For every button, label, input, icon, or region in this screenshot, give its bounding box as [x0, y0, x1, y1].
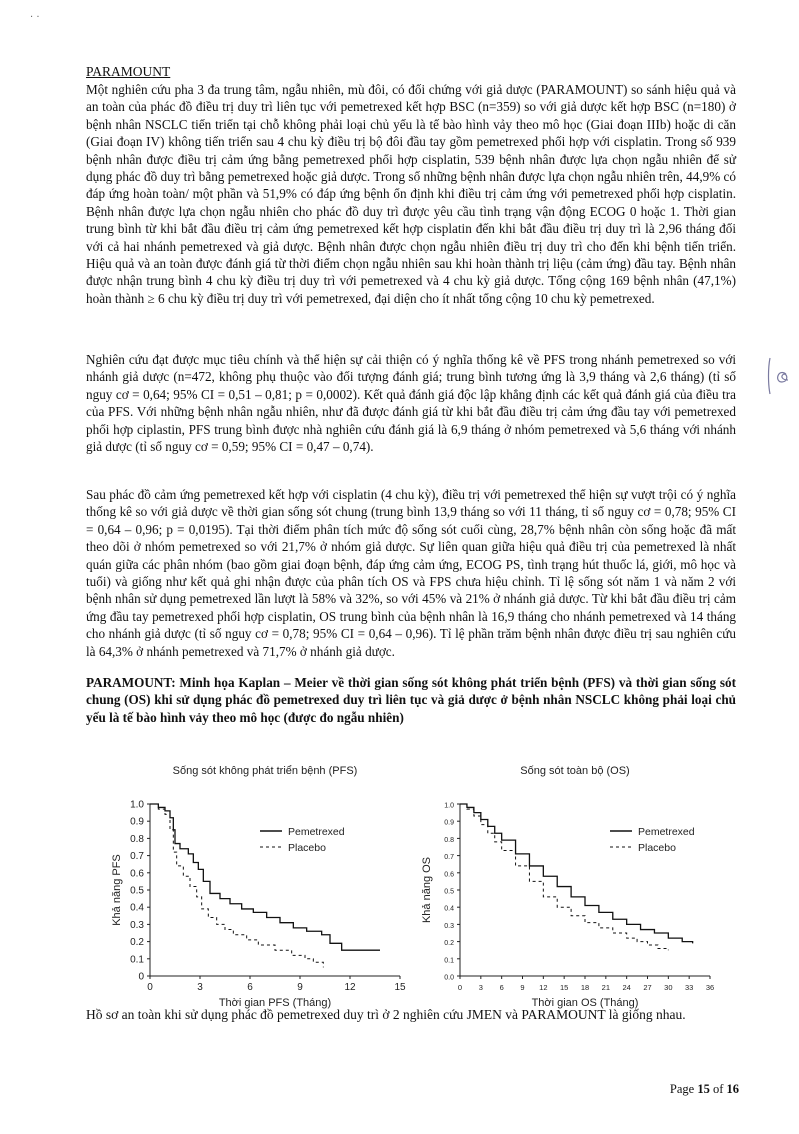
x-tick-label: 0 [457, 983, 463, 992]
x-tick-label: 3 [478, 983, 483, 992]
series-line-pemetrexed [150, 804, 380, 950]
handwritten-margin-mark [764, 356, 794, 396]
x-tick-label: 6 [499, 983, 504, 992]
os-kaplan-meier-chart [418, 756, 723, 1011]
y-tick-label: 1.0 [130, 799, 144, 811]
page-of-label: of [712, 1082, 724, 1096]
page-label: Page [669, 1082, 695, 1096]
page-number [670, 1082, 739, 1097]
x-tick-label: 27 [643, 983, 652, 992]
x-tick-label: 6 [247, 982, 253, 993]
y-tick-label: 1.0 [444, 802, 454, 810]
pfs-kaplan-meier-chart [108, 756, 413, 1011]
y-tick-label: 0.9 [444, 819, 454, 827]
y-tick-label: 0.7 [130, 851, 144, 863]
x-tick-label: 3 [197, 982, 203, 993]
x-tick-label: 21 [601, 983, 611, 992]
legend-label-placebo: Placebo [638, 842, 676, 854]
closing-safety-note: Hồ sơ an toàn khi sử dụng phác đồ pemetrexed duy trì ở 2 nghiên cứu JMEN và PARAMOUNT là giống nhau. [86, 1007, 686, 1022]
x-tick-label: 33 [684, 983, 694, 992]
y-axis-label: Khả năng PFS [111, 854, 123, 926]
pfs-chart-svg [108, 756, 413, 1011]
x-tick-label: 30 [664, 983, 673, 992]
paragraph-pfs-results: Nghiên cứu đạt được mục tiêu chính và thể hiện sự cải thiện có ý nghĩa thống kê về PFS trong nhánh pemetrexed so với nhánh giả dược (n=472, không phụ thuộc vào đối tượng đánh giá; trung bình tương ứng là 3,9 tháng và 2,6 tháng) (tỉ số nguy cơ = 0,64; 95% CI = 0,51 – 0,81; p = 0,0002). Kết quả đánh giá độc lập khẳng định các kết quả đánh giá của điều tra của PFS. Với những bệnh nhân ngẫu nhiên, như đã được đánh giá từ khi bắt đầu điều trị cảm ứng đầu tay với pemetrexed phối hợp ciplastin, PFS trung bình được nhà nghiên cứu đánh giá là 6,9 tháng ở nhóm pemetrexed và 5,6 tháng với nhánh giả dược (tỉ số nguy cơ = 0,59; 95% CI = 0,47 – 0,74). [86, 352, 736, 455]
paragraph-study-design: Một nghiên cứu pha 3 đa trung tâm, ngẫu nhiên, mù đôi, có đối chứng với giả dược (PARAMOUNT) so sánh hiệu quả và an toàn của phác đồ điều trị duy trì liên tục với pemetrexed kết hợp BSC (n=359) so với giả dược kết hợp BSC (n=180) ở bệnh nhân NSCLC tiến triển tại chỗ không phải loại chủ yếu là tế bào hình vảy theo mô học (Giai đoạn IIIb) hoặc di căn (Giai đoạn IV) không tiến triển sau 4 chu kỳ điều trị bộ đôi đầu tay gồm pemetrexed phối hợp với cisplatin. Trong số 939 bệnh nhân được điều trị cảm ứng bằng pemetrexed phối hợp cisplatin, 539 bệnh nhân được lựa chọn ngẫu nhiên để sử dụng phác đồ duy trì bằng pemetrexed hoặc giả dược. Trong số những bệnh nhân được lựa chọn ngẫu nhiên trên, 44,9% có đáp ứng hoàn toàn/ một phần và 51,9% có đáp ứng bệnh ổn định khi điều trị cảm ứng với pemetrexed phối hợp cisplatin. Bệnh nhân được lựa chọn ngẫu nhiên cho phác đồ duy trì được yêu cầu tình trạng vận động ECOG 0 hoặc 1. Thời gian trung bình từ khi bắt đầu điều trị cảm ứng pemetrexed kết hợp cisplatin đến khi bắt đầu điều trị duy trì là 2,96 tháng đối với cả hai nhánh pemetrexed và giả dược. Bệnh nhân được chọn ngẫu nhiên điều trị duy trì cho đến khi bệnh tiến triển. Hiệu quả và an toàn được đánh giá từ thời điểm chọn ngẫu nhiên sau khi hoàn thành trị liệu (cảm ứng) đầu tay. Bệnh nhân được nhận trung bình 4 chu kỳ điều trị duy trì với pemetrexed và 4 chu kỳ giả dược. Tổng cộng 169 bệnh nhân (47,1%) hoàn thành ≥ 6 chu kỳ điều trị duy trì với pemetrexed, đại diện cho ít nhất tổng cộng 10 chu kỳ pemetrexed. [86, 82, 736, 306]
series-line-pemetrexed [460, 804, 693, 943]
y-tick-label: 0.1 [444, 957, 454, 965]
y-tick-label: 0.8 [130, 833, 144, 845]
x-tick-label: 9 [520, 983, 525, 992]
y-tick-label: 0.8 [444, 836, 454, 844]
x-tick-label: 15 [559, 983, 569, 992]
y-tick-label: 0.9 [130, 816, 144, 828]
y-tick-label: 0.2 [130, 937, 144, 949]
paragraph-os-results: Sau phác đồ cảm ứng pemetrexed kết hợp với cisplatin (4 chu kỳ), điều trị với pemetrexed thể hiện sự vượt trội có ý nghĩa thống kê so với giả dược về thời gian sống sót chung (trung bình 13,9 tháng so với 11 tháng, tỉ số nguy cơ = 0,78; 95% CI = 0,64 – 0,96; p = 0,0195). Tại thời điểm phân tích mức độ sống sót cuối cùng, 28,7% bệnh nhân còn sống hoặc đã mất theo dõi ở nhóm pemetrexed so với 21,7% ở nhóm giả dược. Sự liên quan giữa hiệu quả điều trị của pemetrexed là nhất quán giữa các phân nhóm (bao gồm giai đoạn bệnh, đáp ứng cảm ứng, ECOG PS, tình trạng hút thuốc lá, giới, mô học và tuổi) và giống như kết quả ghi nhận được của phân tích OS và FPS chưa hiệu chỉnh. Tỉ lệ sống sót năm 1 và năm 2 với bệnh nhân sử dụng pemetrexed lần lượt là 58% và 32%, so với 45% và 21% ở nhánh giả dược. Từ khi bắt đầu điều trị cảm ứng đầu tay pemetrexed phối hợp cisplatin, OS trung bình của bệnh nhân là 16,9 tháng cho nhánh pemetrexed và 14 tháng cho nhánh giả dược (tỉ số nguy cơ = 0,78; 95% CI = 0,64 – 0,96). Tỉ lệ phần trăm bệnh nhân được điều trị sau nghiên cứu là 64,3% ở nhánh pemetrexed và 71,7% ở nhánh giả dược. [86, 487, 736, 659]
y-tick-label: 0.2 [444, 940, 454, 948]
y-axis-label: Khả năng OS [421, 856, 433, 924]
y-tick-label: 0.4 [130, 902, 144, 914]
chart-title: Sống sót toàn bộ (OS) [520, 765, 630, 777]
x-tick-label: 12 [344, 982, 356, 993]
y-tick-label: 0.0 [444, 974, 454, 982]
y-tick-label: 0.4 [444, 905, 454, 913]
y-tick-label: 0.5 [444, 888, 454, 896]
x-tick-label: 0 [147, 982, 153, 993]
y-tick-label: 0.6 [130, 868, 144, 880]
x-axis-label: Thời gian OS (Tháng) [531, 997, 639, 1009]
y-tick-label: 0.6 [444, 871, 454, 879]
legend-label-placebo: Placebo [288, 842, 326, 854]
x-tick-label: 15 [394, 982, 406, 993]
page-total: 16 [726, 1082, 739, 1096]
x-tick-label: 9 [297, 982, 303, 993]
x-axis-label: Thời gian PFS (Tháng) [218, 997, 332, 1009]
y-tick-label: 0.3 [444, 922, 454, 930]
figure-caption: PARAMOUNT: Minh họa Kaplan – Meier về thời gian sống sót không phát triển bệnh (PFS) và thời gian sống sót chung (OS) khi sử dụng phác đồ pemetrexed duy trì liên tục và giả dược ở bệnh nhân NSCLC không phải loại chủ yếu là tế bào hình vảy theo mô học (được đo ngẫu nhiên) [86, 675, 736, 725]
y-tick-label: 0.1 [130, 954, 144, 966]
y-tick-label: 0.3 [130, 919, 144, 931]
x-tick-label: 18 [580, 983, 590, 992]
x-tick-label: 12 [539, 983, 548, 992]
y-tick-label: 0.7 [444, 854, 454, 862]
legend-label-pemetrexed: Pemetrexed [638, 826, 695, 838]
x-tick-label: 36 [705, 983, 715, 992]
chart-title: Sống sót không phát triển bệnh (PFS) [172, 765, 358, 777]
section-title: PARAMOUNT [86, 64, 171, 79]
y-tick-label: 0 [138, 971, 144, 983]
scan-artifact-mark: · · [30, 12, 40, 23]
y-tick-label: 0.5 [130, 885, 144, 897]
page-current: 15 [697, 1082, 710, 1096]
x-tick-label: 24 [622, 983, 631, 992]
legend-label-pemetrexed: Pemetrexed [288, 826, 345, 838]
os-chart-svg [418, 756, 723, 1011]
